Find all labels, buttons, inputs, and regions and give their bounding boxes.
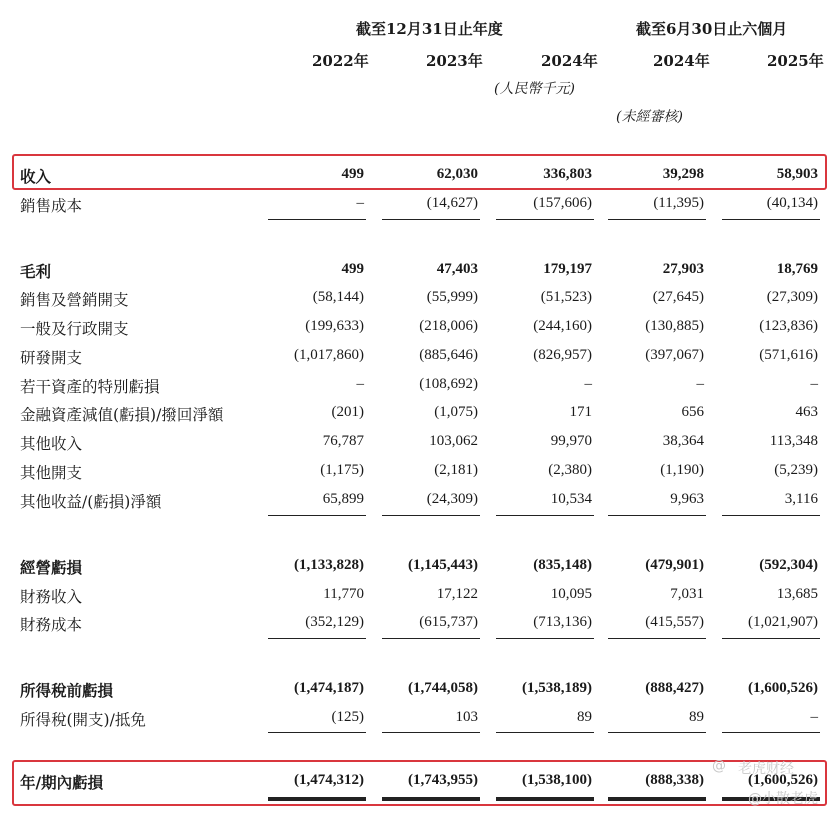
cell-value: (1,190) xyxy=(660,462,704,478)
cell-value: (51,523) xyxy=(540,289,592,305)
cell-value: 76,787 xyxy=(322,433,364,449)
cell-value: (835,148) xyxy=(533,557,592,573)
cell-value: 39,298 xyxy=(662,166,704,182)
subtotal-underline xyxy=(268,638,366,639)
cell-value: 10,095 xyxy=(550,586,592,602)
subtotal-underline xyxy=(268,732,366,733)
cell-value: (5,239) xyxy=(774,462,818,478)
watermark-text: 老虎财经 xyxy=(738,761,794,777)
row-label: 一般及行政開支 xyxy=(20,320,129,338)
cell-value: (1,075) xyxy=(434,404,478,420)
header-year-2024: 2024年 xyxy=(541,52,598,70)
cell-value: (199,633) xyxy=(305,318,364,334)
cell-value: 656 xyxy=(681,404,704,420)
header-unaudited: (未經審核) xyxy=(616,109,683,125)
row-label: 研發開支 xyxy=(20,349,83,367)
subtotal-underline xyxy=(496,732,594,733)
subtotal-underline xyxy=(608,515,706,516)
cell-value: (1,600,526) xyxy=(748,772,818,788)
row-label: 年/期內虧損 xyxy=(20,773,104,792)
cell-value: (157,606) xyxy=(533,195,592,211)
cell-value: (201) xyxy=(331,404,364,420)
row-label: 其他收入 xyxy=(20,435,83,453)
cell-value: (244,160) xyxy=(533,318,592,334)
cell-value: 103 xyxy=(455,709,478,725)
subtotal-underline xyxy=(382,732,480,733)
subtotal-underline xyxy=(608,219,706,220)
cell-value: (11,395) xyxy=(653,195,704,211)
cell-value: – xyxy=(584,376,592,392)
cell-value: (1,600,526) xyxy=(748,680,818,696)
cell-value: 3,116 xyxy=(784,491,818,507)
row-label: 金融資產減值(虧損)/撥回淨額 xyxy=(20,406,224,424)
header-unit: (人民幣千元) xyxy=(494,81,575,97)
subtotal-underline xyxy=(608,638,706,639)
row-label: 經營虧損 xyxy=(20,558,83,577)
cell-value: 499 xyxy=(341,261,364,277)
cell-value: 89 xyxy=(577,709,592,725)
cell-value: (108,692) xyxy=(419,376,478,392)
row-label: 銷售及營銷開支 xyxy=(20,291,129,309)
cell-value: 463 xyxy=(795,404,818,420)
cell-value: (27,309) xyxy=(766,289,818,305)
cell-value: 89 xyxy=(689,709,704,725)
cell-value: (1,538,189) xyxy=(522,680,592,696)
subtotal-underline xyxy=(722,638,820,639)
cell-value: (58,144) xyxy=(312,289,364,305)
cell-value: 27,903 xyxy=(662,261,704,277)
row-label: 銷售成本 xyxy=(20,197,83,215)
cell-value: (1,538,100) xyxy=(522,772,592,788)
cell-value: (571,616) xyxy=(759,347,818,363)
cell-value: (24,309) xyxy=(426,491,478,507)
cell-value: 62,030 xyxy=(436,166,478,182)
header-group-half: 截至6月30日止六個月 xyxy=(636,20,788,38)
cell-value: (826,957) xyxy=(533,347,592,363)
total-double-underline xyxy=(268,797,366,801)
cell-value: (888,427) xyxy=(645,680,704,696)
header-half-2025: 2025年 xyxy=(767,52,824,70)
cell-value: (2,181) xyxy=(434,462,478,478)
cell-value: (1,175) xyxy=(320,462,364,478)
cell-value: 10,534 xyxy=(550,491,592,507)
total-double-underline xyxy=(608,797,706,801)
subtotal-underline xyxy=(382,219,480,220)
cell-value: 171 xyxy=(569,404,592,420)
cell-value: (1,743,955) xyxy=(408,772,478,788)
cell-value: (352,129) xyxy=(305,614,364,630)
row-label: 所得稅前虧損 xyxy=(20,681,114,700)
subtotal-underline xyxy=(382,638,480,639)
cell-value: 103,062 xyxy=(429,433,478,449)
row-label: 毛利 xyxy=(20,262,52,281)
row-label: 其他收益/(虧損)淨額 xyxy=(20,493,162,511)
cell-value: (1,744,058) xyxy=(408,680,478,696)
cell-value: 9,963 xyxy=(670,491,704,507)
cell-value: (888,338) xyxy=(645,772,704,788)
subtotal-underline xyxy=(382,515,480,516)
cell-value: – xyxy=(696,376,704,392)
cell-value: 179,197 xyxy=(543,261,592,277)
cell-value: (27,645) xyxy=(652,289,704,305)
subtotal-underline xyxy=(496,515,594,516)
header-year-2022: 2022年 xyxy=(312,52,369,70)
cell-value: (14,627) xyxy=(426,195,478,211)
cell-value: (1,017,860) xyxy=(294,347,364,363)
cell-value: (1,474,312) xyxy=(294,772,364,788)
cell-value: 7,031 xyxy=(670,586,704,602)
cell-value: 11,770 xyxy=(323,586,364,602)
subtotal-underline xyxy=(608,732,706,733)
row-label: 財務成本 xyxy=(20,616,83,634)
header-half-2024: 2024年 xyxy=(653,52,710,70)
cell-value: (125) xyxy=(331,709,364,725)
subtotal-underline xyxy=(722,219,820,220)
cell-value: 18,769 xyxy=(776,261,818,277)
cell-value: 499 xyxy=(341,166,364,182)
subtotal-underline xyxy=(268,515,366,516)
total-double-underline xyxy=(496,797,594,801)
cell-value: 47,403 xyxy=(436,261,478,277)
cell-value: 99,970 xyxy=(550,433,592,449)
row-label: 收入 xyxy=(20,167,52,186)
cell-value: (713,136) xyxy=(533,614,592,630)
cell-value: (130,885) xyxy=(645,318,704,334)
cell-value: (1,474,187) xyxy=(294,680,364,696)
cell-value: (40,134) xyxy=(766,195,818,211)
cell-value: 13,685 xyxy=(776,586,818,602)
cell-value: (1,133,828) xyxy=(294,557,364,573)
subtotal-underline xyxy=(268,219,366,220)
cell-value: (2,380) xyxy=(548,462,592,478)
row-label: 財務收入 xyxy=(20,588,83,606)
subtotal-underline xyxy=(722,732,820,733)
row-label: 所得稅(開支)/抵免 xyxy=(20,711,146,729)
cell-value: 38,364 xyxy=(662,433,704,449)
cell-value: (885,646) xyxy=(419,347,478,363)
cell-value: (123,836) xyxy=(759,318,818,334)
subtotal-underline xyxy=(722,515,820,516)
cell-value: (415,557) xyxy=(645,614,704,630)
cell-value: – xyxy=(810,709,818,725)
cell-value: 58,903 xyxy=(776,166,818,182)
cell-value: (479,901) xyxy=(645,557,704,573)
cell-value: 17,122 xyxy=(436,586,478,602)
cell-value: (397,067) xyxy=(645,347,704,363)
cell-value: 336,803 xyxy=(543,166,592,182)
cell-value: – xyxy=(356,195,364,211)
subtotal-underline xyxy=(496,219,594,220)
total-double-underline xyxy=(382,797,480,801)
cell-value: (615,737) xyxy=(419,614,478,630)
cell-value: – xyxy=(356,376,364,392)
cell-value: – xyxy=(810,376,818,392)
watermark-logo: @ xyxy=(712,758,726,774)
cell-value: (55,999) xyxy=(426,289,478,305)
cell-value: (592,304) xyxy=(759,557,818,573)
cell-value: (1,145,443) xyxy=(408,557,478,573)
cell-value: (218,006) xyxy=(419,318,478,334)
row-label: 若干資產的特別虧損 xyxy=(20,378,160,396)
watermark-handle: @小散老虎 xyxy=(748,791,818,807)
row-label: 其他開支 xyxy=(20,464,83,482)
cell-value: (1,021,907) xyxy=(748,614,818,630)
header-year-2023: 2023年 xyxy=(426,52,483,70)
cell-value: 113,348 xyxy=(769,433,818,449)
cell-value: 65,899 xyxy=(322,491,364,507)
header-group-year: 截至12月31日止年度 xyxy=(356,20,503,38)
subtotal-underline xyxy=(496,638,594,639)
